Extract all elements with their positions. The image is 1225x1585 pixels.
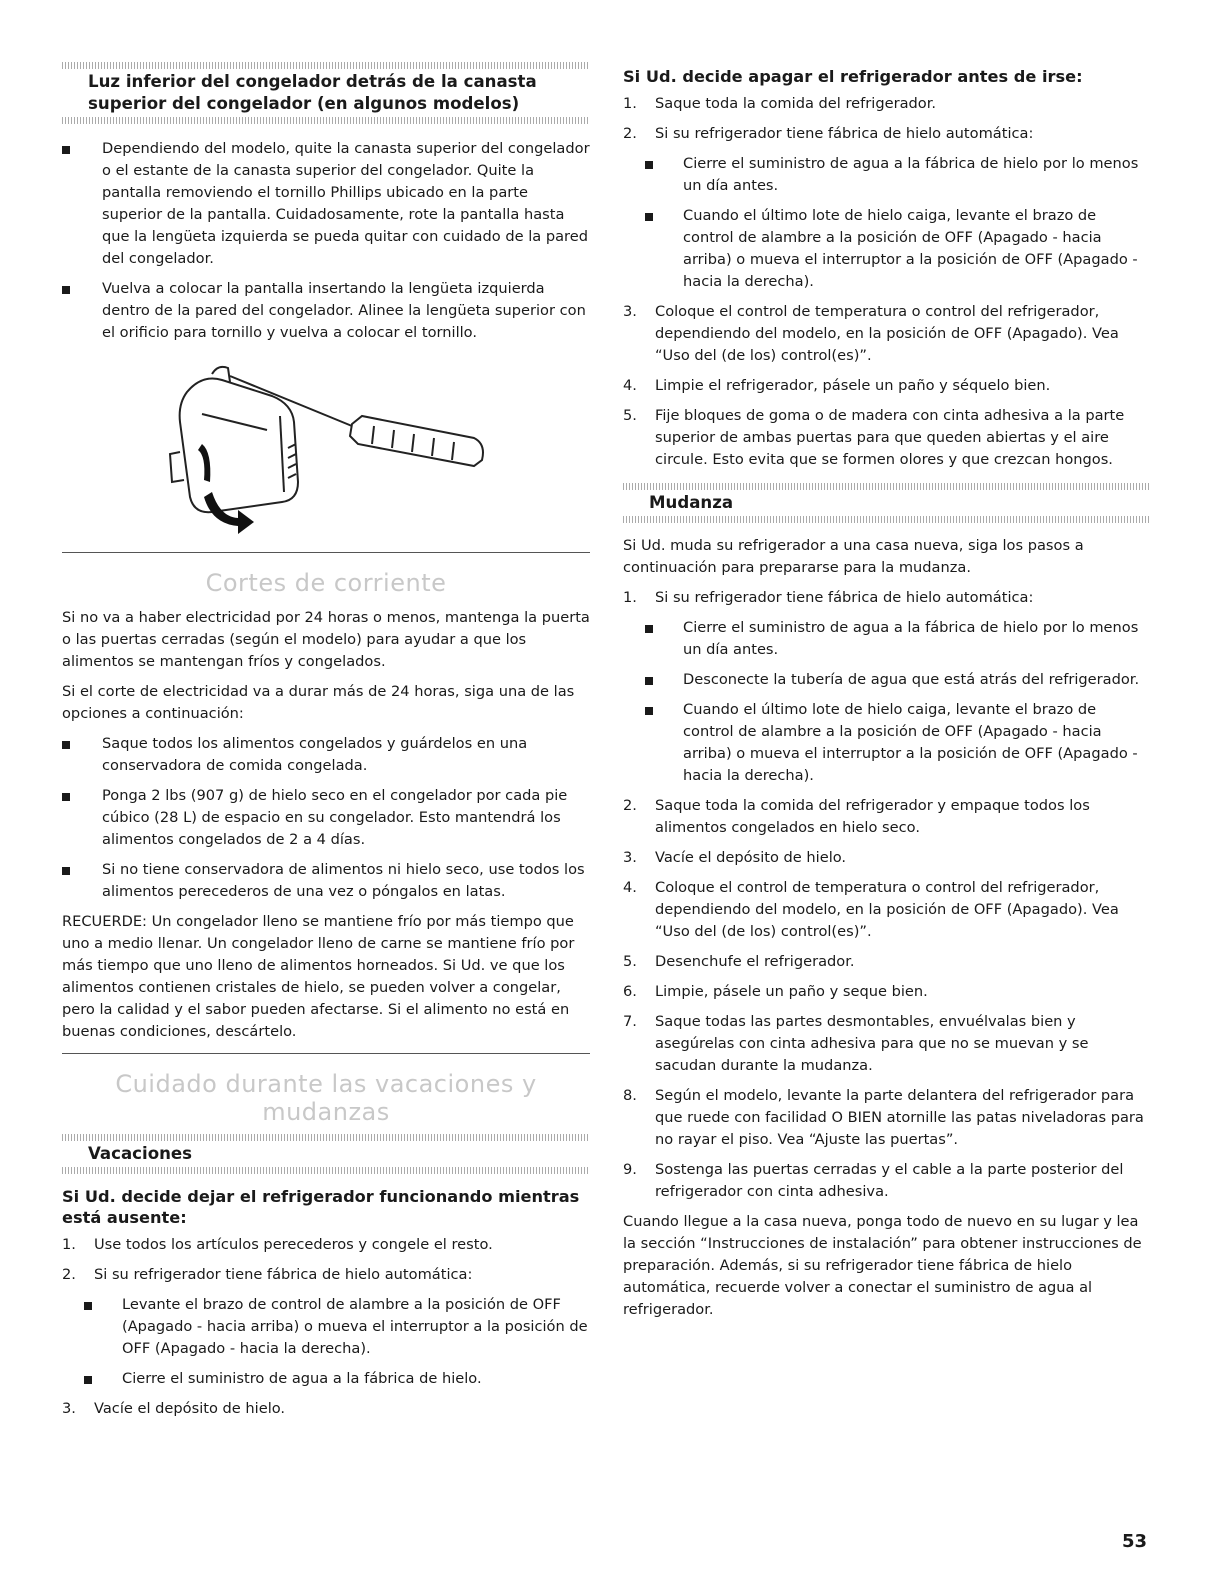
divider <box>62 552 590 553</box>
list-item: Cierre el suministro de agua a la fábrica de hielo por lo menos un día antes. <box>623 617 1151 661</box>
list-item: Levante el brazo de control de alambre a la posición de OFF (Apagado - hacia arriba) o mueva el interruptor a la posición de OFF (Apagado - hacia la derecha). <box>62 1294 590 1360</box>
running-steps <box>62 1234 590 1286</box>
off-steps <box>623 93 1151 145</box>
off-steps-cont <box>623 301 1151 471</box>
running-steps-cont <box>62 1398 590 1420</box>
list-item: 3. Coloque el control de temperatura o control del refrigerador, dependiendo del modelo, en la posición de OFF (Apagado). Vea “Uso del (de los) control(es)”. <box>623 303 1119 364</box>
list-item: 3. Vacíe el depósito de hielo. <box>62 1400 286 1417</box>
moving-outro: Cuando llegue a la casa nueva, ponga todo de nuevo en su lugar y lea la sección “Instrucciones de instalación” para obtener instrucciones de preparación. Además, si su refrigerador tiene fábrica de hielo automática, recuerde volver a conectar el suministro de agua al refrigerador. <box>623 1213 1142 1318</box>
list-item: Si no tiene conservadora de alimentos ni hielo seco, use todos los alimentos perecederos de una vez o póngalos en latas. <box>62 859 590 903</box>
list-item: Cierre el suministro de agua a la fábrica de hielo por lo menos un día antes. <box>623 153 1151 197</box>
divider <box>62 117 590 124</box>
divider <box>623 516 1151 523</box>
list-item: 1. Saque toda la comida del refrigerador. <box>623 95 937 112</box>
list-item: Ponga 2 lbs (907 g) de hielo seco en el congelador por cada pie cúbico (28 L) de espacio en su congelador. Esto mantendrá los alimentos congelados de 2 a 4 días. <box>62 785 590 851</box>
running-heading: Si Ud. decide dejar el refrigerador funcionando mientras está ausente: <box>62 1187 580 1227</box>
list-item: 1. Use todos los artículos perecederos y congele el resto. <box>62 1236 493 1253</box>
divider <box>623 483 1151 490</box>
power-bullets <box>62 733 590 903</box>
moving-intro: Si Ud. muda su refrigerador a una casa nueva, siga los pasos a continuación para prepararse para la mudanza. <box>623 537 1084 576</box>
list-item: Desconecte la tubería de agua que está atrás del refrigerador. <box>623 669 1151 691</box>
list-item: 5. Desenchufe el refrigerador. <box>623 953 855 970</box>
list-item: Vuelva a colocar la pantalla insertando la lengüeta izquierda dentro de la pared del congelador. Alinee la lengüeta superior con el orificio para tornillo y vuelva a colocar el tornillo. <box>62 278 590 344</box>
list-item: 3. Vacíe el depósito de hielo. <box>623 849 847 866</box>
list-item: 4. Limpie el refrigerador, pásele un paño y séquelo bien. <box>623 377 1051 394</box>
divider <box>62 62 590 69</box>
left-column <box>62 62 590 1428</box>
divider <box>62 1134 590 1141</box>
power-remember: RECUERDE: Un congelador lleno se mantiene frío por más tiempo que uno a medio llenar. Un congelador lleno de carne se mantiene frío por más tiempo que uno lleno de alimentos horneados. Si Ud. ve que los alimentos contienen cristales de hielo, se pueden volver a congelar, pero la calidad y el sabor pueden afectarse. Si el alimento no está en buenas condiciones, descártelo. <box>62 913 575 1040</box>
list-item: Cierre el suministro de agua a la fábrica de hielo. <box>62 1368 590 1390</box>
right-column <box>623 66 1151 1329</box>
vacations-heading: Vacaciones <box>88 1144 193 1163</box>
moving-steps <box>623 795 1151 1203</box>
list-item: 8. Según el modelo, levante la parte delantera del refrigerador para que ruede con facilidad O BIEN atornille las patas niveladoras para no rayar el piso. Vea “Ajuste las puertas”. <box>623 1087 1144 1148</box>
moving-sub-bullets <box>623 617 1151 787</box>
divider <box>62 1167 590 1174</box>
screwdriver-illustration <box>62 352 590 542</box>
page-number: 53 <box>1121 1531 1147 1552</box>
section-title-care: Cuidado durante las vacaciones y mudanzas <box>115 1070 537 1126</box>
list-item: 5. Fije bloques de goma o de madera con cinta adhesiva a la parte superior de ambas puertas para que queden abiertas y el aire circule. Esto evita que se formen olores y que crezcan hongos. <box>623 407 1125 468</box>
list-item: 1. Si su refrigerador tiene fábrica de hielo automática: <box>623 589 1034 606</box>
list-item: 6. Limpie, pásele un paño y seque bien. <box>623 983 928 1000</box>
list-item: Cuando el último lote de hielo caiga, levante el brazo de control de alambre a la posición de OFF (Apagado - hacia arriba) o mueva el interruptor a la posición de OFF (Apagado - hacia la derecha). <box>623 205 1151 293</box>
light-bullets <box>62 138 590 344</box>
section-title-power: Cortes de corriente <box>205 569 447 597</box>
power-paragraph-2: Si el corte de electricidad va a durar más de 24 horas, siga una de las opciones a continuación: <box>62 683 575 722</box>
power-paragraph-1: Si no va a haber electricidad por 24 horas o menos, mantenga la puerta o las puertas cerradas (según el modelo) para ayudar a que los alimentos se mantengan fríos y congelados. <box>62 609 590 670</box>
list-item: Dependiendo del modelo, quite la canasta superior del congelador o el estante de la canasta superior del congelador. Quite la pantalla removiendo el tornillo Phillips ubicado en la parte superior de la pantalla. Cuidadosamente, rote la pantalla hasta que la lengüeta izquierda se pueda quitar con cuidado de la pared del congelador. <box>62 138 590 270</box>
list-item: 4. Coloque el control de temperatura o control del refrigerador, dependiendo del modelo, en la posición de OFF (Apagado). Vea “Uso del (de los) control(es)”. <box>623 879 1119 940</box>
light-heading: Luz inferior del congelador detrás de la canasta superior del congelador (en algunos modelos) <box>88 72 537 113</box>
off-sub-bullets <box>623 153 1151 293</box>
freezer-light-shield-icon <box>62 352 590 542</box>
list-item: 9. Sostenga las puertas cerradas y el cable a la parte posterior del refrigerador con cinta adhesiva. <box>623 1161 1124 1200</box>
list-item: 2. Saque toda la comida del refrigerador y empaque todos los alimentos congelados en hielo seco. <box>623 797 1090 836</box>
moving-step-1 <box>623 587 1151 609</box>
off-heading: Si Ud. decide apagar el refrigerador antes de irse: <box>623 67 1083 86</box>
list-item: 2. Si su refrigerador tiene fábrica de hielo automática: <box>623 125 1034 142</box>
running-sub-bullets <box>62 1294 590 1390</box>
divider <box>62 1053 590 1054</box>
moving-heading: Mudanza <box>649 493 734 512</box>
list-item: Saque todos los alimentos congelados y guárdelos en una conservadora de comida congelada. <box>62 733 590 777</box>
list-item: 7. Saque todas las partes desmontables, envuélvalas bien y asegúrelas con cinta adhesiva para que no se muevan y se sacudan durante la mudanza. <box>623 1013 1089 1074</box>
list-item: Cuando el último lote de hielo caiga, levante el brazo de control de alambre a la posición de OFF (Apagado - hacia arriba) o mueva el interruptor a la posición de OFF (Apagado - hacia la derecha). <box>623 699 1151 787</box>
list-item: 2. Si su refrigerador tiene fábrica de hielo automática: <box>62 1266 473 1283</box>
